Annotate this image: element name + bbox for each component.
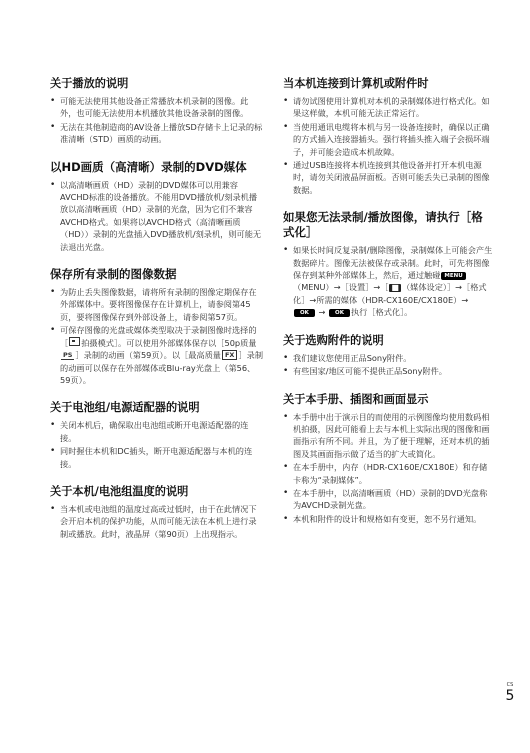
right-column bbox=[283, 76, 493, 539]
arrow: → bbox=[318, 307, 326, 318]
text-segment: 拍摄模式］。可以使用外部媒体保存以［50p质量 bbox=[81, 337, 257, 348]
section-hd-dvd bbox=[50, 160, 263, 253]
section-heading: 以HD画质（高清晰）录制的DVD媒体 bbox=[50, 159, 247, 174]
left-column bbox=[50, 76, 263, 554]
text-segment: 可保存图像的光盘或媒体类型取决于录制图像时选择的［ bbox=[60, 325, 257, 348]
list-item: • 当使用通讯电缆将本机与另一设备连接时，确保以正确的方式插入连接器插头。强行将插头推入端子会损坏端子，并可能会造成本机故障。 bbox=[283, 121, 493, 158]
list-item: • 关闭本机后，确保取出电池组或断开电源适配器的连接。 bbox=[50, 419, 263, 444]
film-icon bbox=[69, 337, 80, 346]
section-heading: 如果您无法录制/播放图像，请执行［格式化］ bbox=[283, 210, 483, 240]
list-item: • 为防止丢失图像数据，请将所有录制的图像定期保存在外部媒体中。要将图像保存在计算机上，请参阅第45页，要将图像保存到外部设备上，请参阅第57页。 bbox=[50, 286, 263, 323]
section-manual-illustrations bbox=[283, 392, 493, 526]
ps-quality-icon: PS bbox=[63, 351, 73, 360]
section-temperature bbox=[50, 484, 263, 540]
section-accessories bbox=[283, 333, 493, 378]
list-item: • 有些国家/地区可能不提供正品Sony附件。 bbox=[283, 365, 493, 377]
list-item: • 通过USB连接将本机连接到其他设备并打开本机电源时，请勿关闭液晶屏面板。否则可能丢失已录制的图像数据。 bbox=[283, 159, 493, 196]
list-item bbox=[283, 244, 493, 318]
menu-button-icon: MENU bbox=[441, 272, 465, 280]
section-heading: 关于选购附件的说明 bbox=[283, 333, 384, 347]
list-item: • 同时握住本机和DC插头，断开电源适配器与本机的连接。 bbox=[50, 445, 263, 470]
list-item: • 当本机或电池组的温度过高或过低时，由于在此情况下会开启本机的保护功能，从而可能无法在本机上进行录制或播放。此时，液晶屏（第90页）上出现指示。 bbox=[50, 503, 263, 540]
list-item: • 在本手册中，以高清晰画质（HD）录制的DVD光盘称为AVCHD录制光盘。 bbox=[283, 487, 493, 512]
section-format bbox=[283, 210, 493, 318]
fx-quality-icon: FX bbox=[222, 350, 237, 360]
page-number bbox=[500, 682, 520, 704]
ok-button-icon: OK bbox=[329, 309, 350, 317]
list-item: • 以高清晰画质（HD）录制的DVD媒体可以用兼容AVCHD标准的设备播放。不能用DVD播放机/刻录机播放以高清晰画质（HD）录制的光盘，因为它们不兼容AVCHD格式。如果将以AVCHD格式（高清晰画质（HD））录制的光盘插入DVD播放机/刻录机，则可能无法退出光盘。 bbox=[50, 179, 263, 253]
section-heading: 关于电池组/电源适配器的说明 bbox=[50, 401, 200, 415]
section-heading: 关于本机/电池组温度的说明 bbox=[50, 484, 189, 498]
section-save-images bbox=[50, 267, 263, 386]
text-segment: （媒体设定）］→［格式化］→所需的媒体（HDR-CX160E/CX180E）→ bbox=[293, 282, 487, 305]
section-battery-adapter bbox=[50, 400, 263, 470]
list-item: • 无法在其他制造商的AV设备上播放SD存储卡上记录的标准清晰（STD）画质的动画。 bbox=[50, 121, 263, 146]
list-item: • 可能无法使用其他设备正常播放本机录制的图像。此外，也可能无法使用本机播放其他设备录制的图像。 bbox=[50, 95, 263, 120]
text-segment: ］录制的动画（第59页）。以 bbox=[75, 350, 181, 361]
list-item: • 请勿试图使用计算机对本机的录制媒体进行格式化。如果这样做，本机可能无法正常运行。 bbox=[283, 95, 493, 120]
section-playback-notes bbox=[50, 76, 263, 146]
section-heading: 当本机连接到计算机或附件时 bbox=[283, 77, 429, 90]
media-settings-icon: ■ bbox=[391, 283, 399, 293]
text-segment: 如果长时间反复录制/删除图像，录制媒体上可能会产生数据碎片。图像无法被保存或录制。此时，可先将图像保存到某种外部媒体上，然后，通过触碰 bbox=[293, 245, 493, 281]
list-item: • 在本手册中，内存（HDR-CX160E/CX180E）和存储卡称为“录制媒体”。 bbox=[283, 461, 493, 486]
page-number-value: 5 bbox=[505, 688, 515, 704]
list-item bbox=[50, 324, 263, 386]
ok-button-icon: OK bbox=[294, 309, 315, 317]
list-item: • 本机和附件的设计和规格如有变更，恕不另行通知。 bbox=[283, 513, 493, 525]
text-segment: ［最高质量 bbox=[180, 350, 221, 361]
section-heading: 关于本手册、插图和画面显示 bbox=[283, 392, 429, 406]
text-segment: （MENU）→［设置］→［ bbox=[293, 282, 389, 293]
list-item: • 本手册中出于演示目的而使用的示例图像均使用数码相机拍摄，因此可能看上去与本机上实际出现的图像和画面指示有所不同。并且，为了便于理解，还对本机的插图及其画面指示做了适当的扩大或简化。 bbox=[283, 411, 493, 461]
text-segment: ］录制的动画可以保存在外部媒体或Blu-ray光盘上（第56、59页）。 bbox=[60, 350, 264, 385]
section-computer-connection bbox=[283, 76, 493, 196]
section-heading: 关于播放的说明 bbox=[50, 77, 129, 90]
language-code: CS bbox=[506, 682, 514, 688]
list-item: • 我们建议您使用正品Sony附件。 bbox=[283, 352, 493, 364]
section-heading: 保存所有录制的图像数据 bbox=[50, 267, 177, 282]
text-segment: 执行［格式化］。 bbox=[350, 307, 413, 318]
